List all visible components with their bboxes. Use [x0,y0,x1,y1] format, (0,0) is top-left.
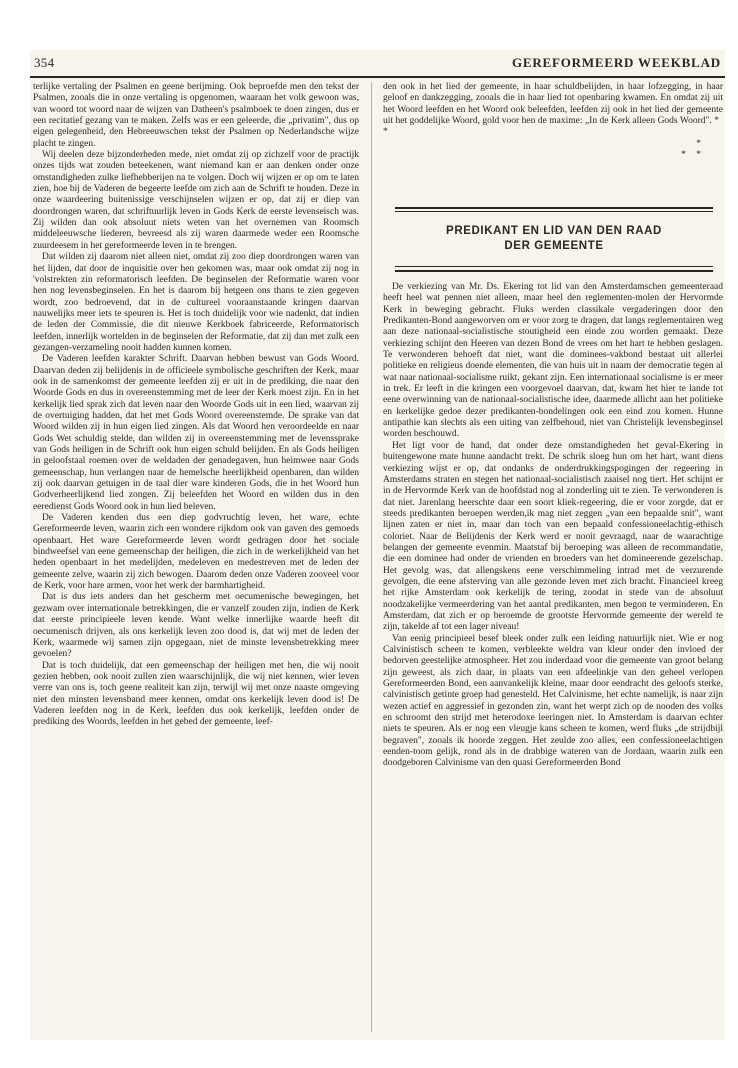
paragraph: De Vaderen kenden dus een diep godvruchtig leven, het ware, echte Gereformeerde leven, waarin zich een wondere rijkdom ook van gaven des gemoeds openbaart. Het ware Gereformeerde leven wordt gedragen door het sociale bindweefsel van eene gemeenschap der heiligen, die zich in de werkelijkheid van het heden openbaart in het medelijden, medeleven en medestreven met de leden der gemeente zelve, waarin zij zich bewogen. Daarom deden onze Vaderen zooveel voor de Kerk, voor hare armen, voor het werk der barmhartigheid. [33,513,359,592]
paragraph: Van eenig principieel besef bleek onder zulk een leiding natuurlijk niet. Wie er nog Calvinistisch scheen te komen, verbleekte weldra van kleur onder den invloed der bedorven geestelijke atmospheer. Het zou inderdaad voor die gemeente van groot belang zijn geweest, als zich daar, in plaats van een afdeelinkje van den geheel verlopen Gereformeerden Bond, een aanvankelijk kleine, maar door eendracht des geloofs sterke, calvinistisch getinte groep had genesteld. Het Calvinisme, het echte namelijk, is naar zijn wezen actief en aggressief in gezonden zin, want het werpt zich op de nooden des volks en schroomt den strijd met heterodoxe leeringen niet. In Amsterdam is daarvan echter niets te speuren. Als er nog een vleugje kans scheen te komen, werd fluks „de strijdbijl begraven", zooals ik hoorde zeggen. Het zeulde zoo alles, een confessioneelachtigen eenden-toom gelijk, rond als in de drabbige wateren van de Jordaan, waarin zulk een doodgeboren Calvinisme van den quasi Gereformeerden Bond [383,633,723,769]
article-title-line-2: DER GEMEENTE [504,240,604,252]
column-divider [371,82,372,1032]
section-star-single: * [696,138,705,149]
heading-rule-top-thin [395,211,713,212]
paragraph: Dat is dus iets anders dan het gescherm met oecumenische bewegingen, het gezwam over internationale betrekkingen, die er vanzelf zouden zijn, indien de Kerk dat eerste principieele leven kende. Want welke innerlijke waarde heeft dit oecumenisch drijven, als ons kerkelijk leven zoo dood is, dat wij met de leden der Kerk, waarmede wij samen zijn opgegaan, niet de minste levensbetrekking meer gevoelen? [33,592,359,660]
section-star-pair: * * [681,150,705,161]
paragraph: Wij deelen deze bijzonderheden mede, niet omdat zij op zichzelf voor de practijk onzes tijds wat zouden beteekenen, want niemand kan er aan denken onder onze omstandigheden zulke liefhebberijen na te volgen. Doch wij wijzen er op om te laten zien, hoe bij de Vaderen de begeerte leefde om zich aan de Schrift te houden. Deze in onze waardeering buitenissige verschijnselen wijzen er op, dat zij er diep van doordrongen waren, dat schriftuurlijk leven in Gods Kerk de eerste levenseisch was. Zij wilden dan ook absoluut niets weten van het overnemen van Roomsch middeleeuwsche liederen, bevreesd als zij waren daarmede weder een Roomsche zuurdeesem in het gereformeerde leven in te brengen. [33,150,359,251]
paragraph [383,82,723,139]
section-stars: * * [383,116,724,138]
article-body [383,282,723,1034]
continuation-text: den ook in het lied der gemeente, in haar schuldbelijden, in haar lofzegging, in haar geloof en dankzegging, zooals die in haar lied tot openbaring kwamen. En omdat zij uit het Woord leefden en het Woord ook beleefden, leefden zij ook in het lied der gemeente uit het goddelijke Woord, gold voor hen de maxime: „In de Kerk alleen Gods Woord". [383,82,723,127]
article-title-line-1: PREDIKANT EN LID VAN DEN RAAD [446,225,662,237]
heading-rule-bottom-thin [395,266,713,267]
paragraph: De verkiezing van Mr. Ds. Ekering tot lid van den Amsterdamschen gemeenteraad heeft heel wat pennen niet alleen, maar heel den reglementen-molen der Hervormde Kerk in beweging gebracht. Fluks werden classikale vergaderingen door den Predikanten-Bond aangeworven om er voor zorg te dragen, dat langs reglementairen weg aan deze nationaal-socialistische stoutigheid een einde zou worden gemaakt. Deze verkiezing schijnt den Heeren van dezen Bond de vrees om het hart te hebben geslagen. Te verwonderen behoeft dat niet, want die dominees-vakbond bestaat uit allerlei politieke en religieus doende elementen, die van huis uit in naam der democratie tegen al wat naar nationaal-socialisme ruikt, gekant zijn. Een internationaal socialisme is er meer in trek. Er leeft in die kringen een voorgevoel daarvan, dat, kwam het hier te lande tot eene overwinning van de nationaal-socialistische idee, daarmede allicht aan het politieke en kerkelijke gedoe dezer predikanten-bondelingen ook een eind zou komen. Hunne antipathie kan slechts als een uiting van zelfbehoud, niet van Christelijk levensbeginsel worden beschouwd. [383,282,723,440]
section-stars-line [383,150,723,161]
paragraph: De Vaderen leefden karakter Schrift. Daarvan hebben bewust van Gods Woord. Daarvan deden zij belijdenis in de officieele symbolische geschriften der Kerk, maar ook in de samenkomst der gemeente leefden zij er uit in de prediking, die naar den Woorde Gods en dus in overeenstemming met de leer der Kerk moest zijn. En in het kerkelijk lied sprak zich dat leven naar den Woorde Gods uit in een lied, waarvan zij de overtuiging hadden, dat het met Gods Woord overeenstemde. De sprake van dat Woord wilden zij in hun eigen lied zingen. Als dat Woord hen veroordeelde en naar Gods Wet schuldig stelde, dan wilden zij in overeenstemming met de levenssprake van Gods heiligen in de Schrift ook hun eigen schuld belijden. En als Gods heiligen in geloofstaal roemen over de weldaden der genadegaven, hun heimwee naar Gods gemeenschap, hun verlangen naar de hemelsche heerlijkheid openbaren, dan wilden zij ook daarvan getuigen in de taal dier ware kinderen Gods, die in het Woord hun Godverheerlijkend lied zongen. Zij beleefden het Woord en wilden dus in den eeredienst Gods Woord ook in hun lied beleven. [33,354,359,512]
right-column-continuation [383,82,723,161]
page-number: 354 [34,55,55,70]
paragraph: Dat wilden zij daarom niet alleen niet, omdat zij zoo diep doordrongen waren van het lijden, dat door de inquisitie over hen gekomen was, maar ook omdat zij nog in 'volstrekten zin reformatorisch leefden. De beginselen der Reformatie waren voor hen nog levensbeginselen. En het is daarom bij hetgeen ons thans te zien gegeven wordt, zoo bedroevend, dat in de cultureel vooraanstaande kringen daarvan nauwelijks meer iets te speuren is. Het is toch duidelijk voor wie nadenkt, dat indien de leden der Commissie, die dit nieuwe Kerkboek fabriceerde, Reformatorisch leefden, innerlijk wortelden in de beginselen der Reformatie, dat zij dan met zulk een gezangen-verzameling nooit hadden kunnen komen. [33,252,359,353]
paragraph: Het ligt voor de hand, dat onder deze omstandigheden het geval-Ekering in buitengewone mate hunne aandacht trekt. De schrik sloeg hun om het hart, want diens verkiezing wijst er op, dat ondanks de onderdrukkingspogingen der regeering in Amsterdams straten en stegen het nationaal-socialistisch zaaisel nog tiert. Het schijnt er in de Hervormde Kerk van de hoofdstad nog al zonderling uit te zien. Te verwonderen is dat niet. Jarenlang heerschte daar een soort kliek-regeering, die er voor zorgde, dat er steeds predikanten beroepen werden,ik mag niet zeggen „van een bepaalde snit", want lijnen zaten er niet in, maar dan toch van een bepaald confessioneelachtig-ethisch coloriet. Naar de Belijdenis der Kerk werd er nooit gevraagd, naar de waarachtige belangen der gemeente evenmin. Maatstaf bij beroeping was alleen de recommandatie, die een dominee had onder de vrienden en broeders van het domineerende gezelschap. Het gevolg was, dat allengskens eene verschimmeling intrad met de verzurende gevolgen, die eene afsterving van alle gezonde leven met zich bracht. Financieel kreeg het rijke Amsterdam ook kerkelijk de tering, zoodat in stede van de absoluut noodzakelijke vermeerdering van het aantal predikanten, men begon te verminderen. En Amsterdam, dat zich er op beroemde de grootste Hervormde gemeente der wereld te zijn, takelde af tot een lager niveau! [383,440,723,633]
paragraph: terlijke vertaling der Psalmen en geene berijming. Ook beproefde men den tekst der Psalmen, zooals die in onze vertaling is opgenomen, waaraan het volk gewoon was, van woord tot woord naar de wijzen van Datheen's psalmboek te doen zingen, dus er een recitatief gezang van te maken. Zelfs was er een geleerde, die „privatim", dus op eigen gelegenheid, den Hebreeuwschen tekst der Psalmen op Nederlandsche wijze placht te zingen. [33,82,359,149]
paragraph: Dat is toch duidelijk, dat een gemeenschap der heiligen met hen, die wij nooit gezien hebben, ook nooit zullen zien waarschijnlijk, die wij niet kennen, wier leven verre van ons is, toch geene realiteit kan zijn, terwijl wij met onze naaste omgeving niet den minsten levensband meer kennen, omdat ons kerkelijk leven dood is! De Vaderen leefden nog in de Kerk, leefden dus ook kerkelijk, leefden onder de prediking des Woords, leefden in het gebed der gemeente, leef- [33,660,359,728]
heading-rule-bottom [395,270,713,272]
heading-rule-top [395,207,713,209]
journal-title: GEREFORMEERD WEEKBLAD [511,55,721,70]
header-rule [30,76,725,78]
section-stars-line [383,139,723,150]
article-heading [395,207,713,275]
page-header [30,53,725,77]
article-title [395,224,713,254]
left-column [33,82,359,1034]
